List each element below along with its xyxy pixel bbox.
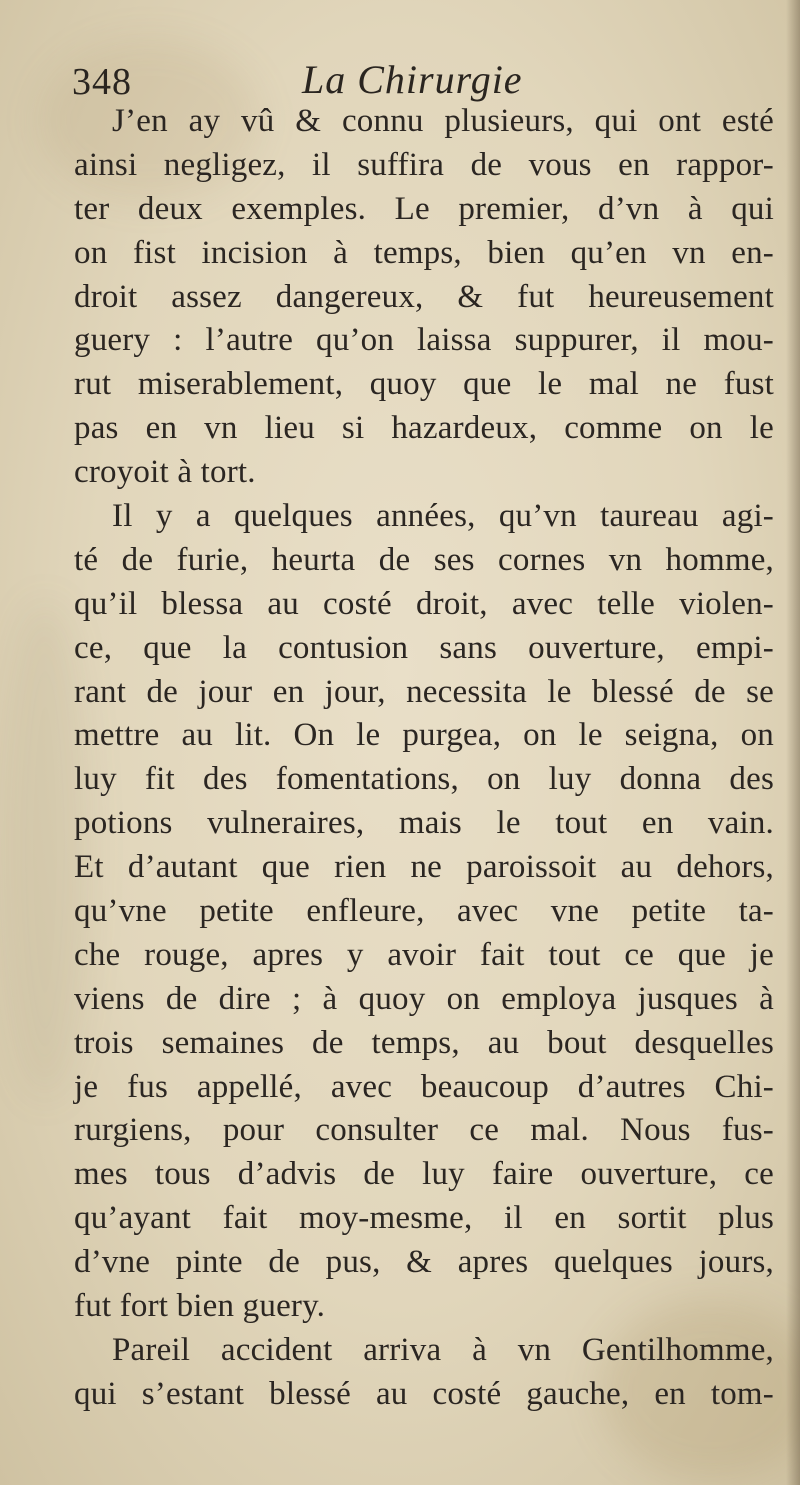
text-line: trois semaines de temps, au bout desquelles bbox=[74, 1024, 774, 1061]
text-line: pas en vn lieu si hazardeux, comme on le bbox=[74, 410, 774, 447]
text-line: qu’ayant fait moy-mesme, il en sortit plus bbox=[74, 1200, 774, 1237]
page-edge-shadow bbox=[786, 0, 800, 1485]
text-line: guery : l’autre qu’on laissa suppurer, il mou- bbox=[74, 322, 774, 359]
page-number: 348 bbox=[72, 61, 132, 103]
text-line: viens de dire ; à quoy on employa jusques à bbox=[74, 980, 774, 1017]
text-line: mettre au lit. On le purgea, on le seigna, on bbox=[74, 717, 774, 754]
text-line: qu’il blessa au costé droit, avec telle violen- bbox=[74, 585, 774, 622]
text-line: té de furie, heurta de ses cornes vn homme, bbox=[74, 541, 774, 578]
text-line: luy fit des fomentations, on luy donna des bbox=[74, 761, 774, 798]
text-line: Il y a quelques années, qu’vn taureau agi- bbox=[112, 498, 774, 535]
text-line: potions vulneraires, mais le tout en vain. bbox=[74, 805, 774, 842]
text-line: J’en ay vû & connu plusieurs, qui ont esté bbox=[112, 103, 774, 139]
text-line: je fus appellé, avec beaucoup d’autres Chi- bbox=[74, 1068, 774, 1105]
text-line: d’vne pinte de pus, & apres quelques jours, bbox=[74, 1244, 774, 1281]
text-line: on fist incision à temps, bien qu’en vn en- bbox=[74, 234, 774, 271]
text-line: rant de jour en jour, necessita le blessé de se bbox=[74, 673, 774, 710]
text-line: rut miserablement, quoy que le mal ne fust bbox=[74, 366, 774, 403]
text-line: fut fort bien guery. bbox=[74, 1288, 326, 1325]
text-line: rurgiens, pour consulter ce mal. Nous fus- bbox=[74, 1112, 774, 1149]
text-line: Et d’autant que rien ne paroissoit au dehors, bbox=[74, 849, 774, 886]
text-line: ce, que la contusion sans ouverture, empi- bbox=[74, 629, 774, 666]
text-line: qu’vne petite enfleure, avec vne petite ta- bbox=[74, 893, 774, 930]
text-line: droit assez dangereux, & fut heureusement bbox=[74, 278, 774, 315]
text-line: che rouge, apres y avoir fait tout ce que je bbox=[74, 936, 774, 973]
text-line: croyoit à tort. bbox=[74, 454, 256, 491]
running-title: La Chirurgie bbox=[302, 57, 523, 102]
text-line: qui s’estant blessé au costé gauche, en tom- bbox=[74, 1375, 774, 1412]
text-line: Pareil accident arriva à vn Gentilhomme, bbox=[112, 1331, 774, 1368]
text-line: ainsi negligez, il suffira de vous en rappor- bbox=[74, 146, 774, 183]
text-line: mes tous d’advis de luy faire ouverture, ce bbox=[74, 1156, 774, 1193]
body-text bbox=[74, 100, 774, 1417]
text-line: ter deux exemples. Le premier, d’vn à qui bbox=[74, 190, 774, 227]
